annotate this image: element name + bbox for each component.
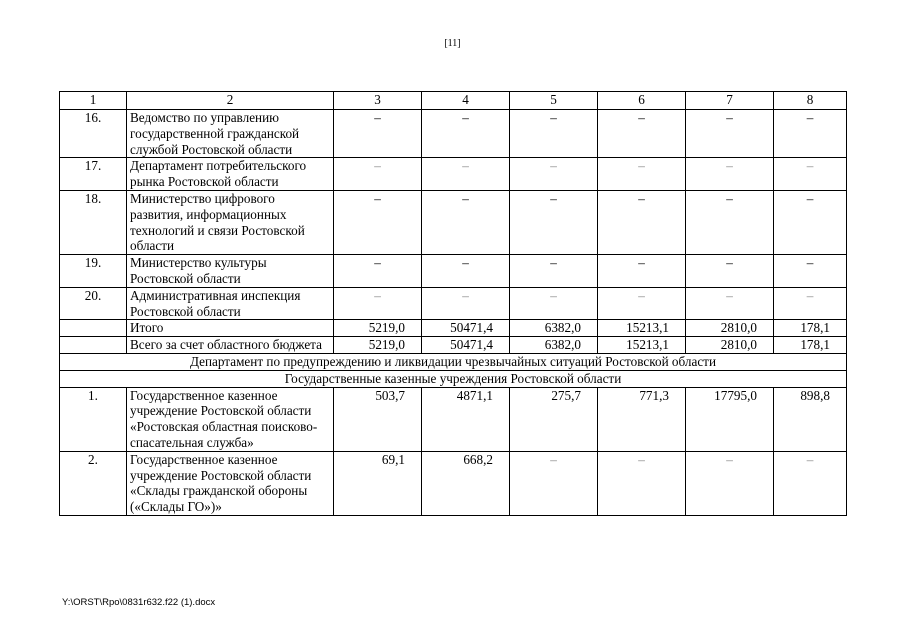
row-number: 18. [60,190,127,254]
row-name: Ведомство по управлению государственной гражданской службой Ростовской области [127,110,334,158]
row-name: Административная инспекция Ростовской области [127,287,334,320]
column-header: 4 [422,92,510,110]
row-name: Итого [127,320,334,337]
value-cell-empty [334,190,422,254]
value-cell: 178,1 [774,337,847,354]
column-header: 3 [334,92,422,110]
row-number: 19. [60,255,127,288]
value-cell-empty [598,190,686,254]
column-header: 1 [60,92,127,110]
column-header: 8 [774,92,847,110]
budget-table [59,91,847,516]
value-cell: 15213,1 [598,320,686,337]
value-cell: 4871,1 [422,387,510,451]
table-header-row [60,92,847,110]
value-cell: 275,7 [510,387,598,451]
row-name: Государственное казенное учреждение Ростовской области «Ростовская областная поисково-спасательная служба» [127,387,334,451]
row-number: 16. [60,110,127,158]
row-number [60,337,127,354]
value-cell-empty [334,158,422,191]
dash-mark: – [638,451,645,467]
dash-mark: – [550,255,557,271]
value-cell: 2810,0 [686,337,774,354]
table-row [60,255,847,288]
value-cell-empty [686,158,774,191]
table-row [60,320,847,337]
row-name: Департамент потребительского рынка Ростовской области [127,158,334,191]
dash-mark: – [638,255,645,271]
value-cell-empty [510,158,598,191]
dash-mark: – [374,158,381,174]
section-title: Департамент по предупреждению и ликвидации чрезвычайных ситуаций Ростовской области [60,353,847,370]
value-cell-empty [774,158,847,191]
dash-mark: – [462,110,469,125]
dash-mark: – [806,255,814,271]
value-cell-empty [334,287,422,320]
dash-mark: – [638,110,645,125]
column-header: 5 [510,92,598,110]
value-cell: 771,3 [598,387,686,451]
table-row [60,451,847,515]
table-row [60,387,847,451]
value-cell-empty [774,190,847,254]
value-cell: 17795,0 [686,387,774,451]
row-name: Всего за счет областного бюджета [127,337,334,354]
value-cell-empty [598,158,686,191]
page-number: [11] [444,38,461,49]
value-cell: 668,2 [422,451,510,515]
value-cell: 178,1 [774,320,847,337]
dash-mark: – [374,110,381,125]
value-cell-empty [686,190,774,254]
footer-file-path: Y:\ORST\Rpo\0831r632.f22 (1).docx [62,597,216,608]
row-number: 1. [60,387,127,451]
dash-mark: – [462,190,469,206]
value-cell-empty [686,287,774,320]
dash-mark: – [806,158,814,174]
dash-mark: – [462,287,469,303]
value-cell: 503,7 [334,387,422,451]
dash-mark: – [638,190,645,206]
dash-mark: – [374,287,381,303]
value-cell-empty [422,287,510,320]
value-cell-empty [774,451,847,515]
value-cell-empty [774,110,847,158]
table-row [60,158,847,191]
value-cell-empty [510,451,598,515]
value-cell: 15213,1 [598,337,686,354]
value-cell-empty [686,255,774,288]
value-cell-empty [510,190,598,254]
dash-mark: – [462,158,469,174]
value-cell-empty [598,110,686,158]
value-cell-empty [422,158,510,191]
section-row [60,370,847,387]
dash-mark: – [726,255,733,271]
value-cell-empty [598,255,686,288]
dash-mark: – [550,110,557,125]
column-header: 6 [598,92,686,110]
value-cell-empty [598,451,686,515]
dash-mark: – [550,190,557,206]
table-row [60,110,847,158]
row-number: 2. [60,451,127,515]
value-cell-empty [334,255,422,288]
dash-mark: – [550,158,557,174]
table-row [60,190,847,254]
value-cell: 69,1 [334,451,422,515]
value-cell-empty [510,110,598,158]
dash-mark: – [726,158,733,174]
value-cell-empty [510,287,598,320]
value-cell: 6382,0 [510,337,598,354]
value-cell-empty [598,287,686,320]
dash-mark: – [806,190,814,206]
column-header: 2 [127,92,334,110]
value-cell: 50471,4 [422,320,510,337]
value-cell-empty [774,287,847,320]
dash-mark: – [806,110,814,125]
value-cell: 2810,0 [686,320,774,337]
row-name: Министерство культуры Ростовской области [127,255,334,288]
value-cell: 50471,4 [422,337,510,354]
value-cell: 5219,0 [334,320,422,337]
value-cell-empty [422,190,510,254]
dash-mark: – [726,110,733,125]
dash-mark: – [806,287,814,303]
dash-mark: – [726,287,733,303]
row-number: 17. [60,158,127,191]
subsection-title: Государственные казенные учреждения Ростовской области [60,370,847,387]
value-cell: 5219,0 [334,337,422,354]
dash-mark: – [374,190,381,206]
row-number [60,320,127,337]
value-cell-empty [422,255,510,288]
value-cell-empty [510,255,598,288]
value-cell: 6382,0 [510,320,598,337]
dash-mark: – [726,190,733,206]
section-row [60,353,847,370]
value-cell: 898,8 [774,387,847,451]
dash-mark: – [726,451,733,467]
dash-mark: – [638,158,645,174]
table-row [60,287,847,320]
column-header: 7 [686,92,774,110]
value-cell-empty [334,110,422,158]
dash-mark: – [806,451,814,467]
row-name: Государственное казенное учреждение Ростовской области «Склады гражданской обороны («Склады ГО»)» [127,451,334,515]
dash-mark: – [638,287,645,303]
value-cell-empty [774,255,847,288]
dash-mark: – [550,451,557,467]
value-cell-empty [686,451,774,515]
row-name: Министерство цифрового развития, информационных технологий и связи Ростовской области [127,190,334,254]
dash-mark: – [374,255,381,271]
value-cell-empty [422,110,510,158]
row-number: 20. [60,287,127,320]
dash-mark: – [550,287,557,303]
value-cell-empty [686,110,774,158]
dash-mark: – [462,255,469,271]
table-row [60,337,847,354]
